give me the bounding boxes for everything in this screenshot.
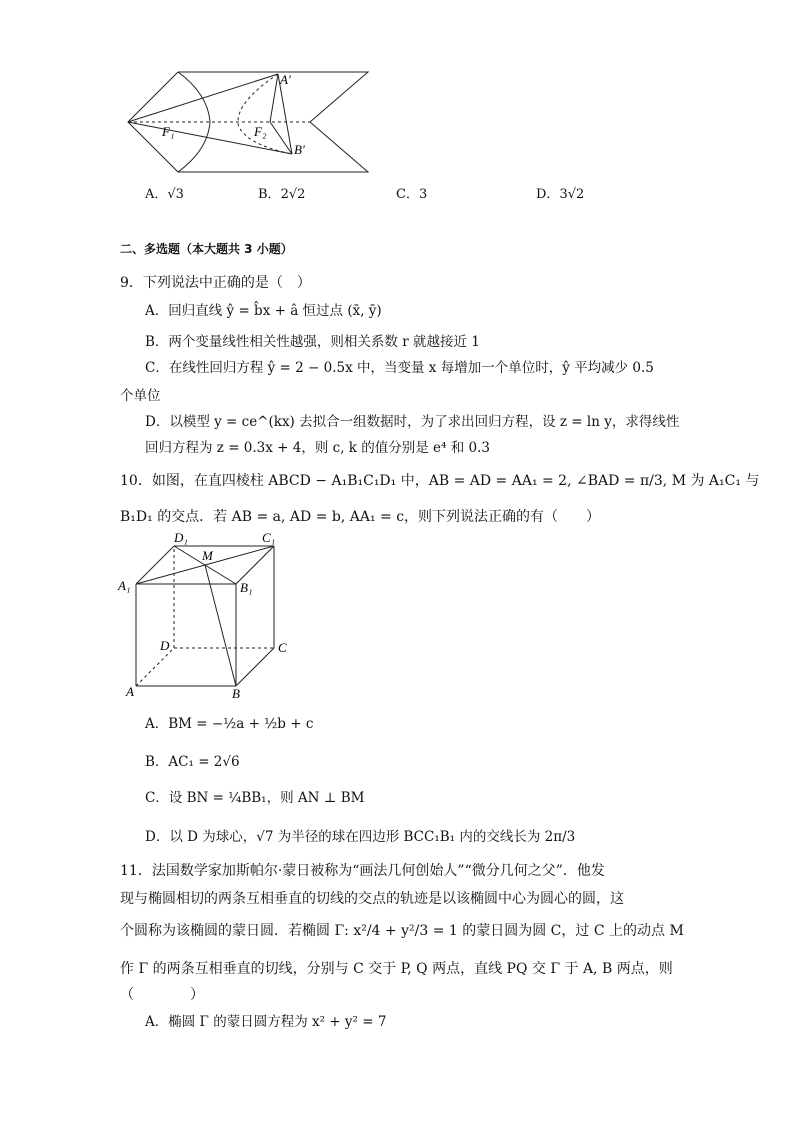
- q11-line4: 作 Γ 的两条互相垂直的切线，分别与 C 交于 P, Q 两点，直线 PQ 交 Γ 于 A, B 两点，则: [120, 961, 673, 977]
- label-a: A: [126, 684, 134, 699]
- q10-option-d: D．以 D 为球心，√7 为半径的球在四边形 BCC₁B₁ 内的交线长为 2π/3: [145, 829, 576, 845]
- q10-stem-line1: 10．如图，在直四棱柱 ABCD − A₁B₁C₁D₁ 中，AB = AD = AA₁ = 2, ∠BAD = π/3, M 为 A₁C₁ 与: [120, 473, 760, 489]
- option-text: 3: [418, 187, 428, 202]
- section-title: 二、多选题（本大题共 3 小题）: [120, 242, 293, 256]
- q10-option-c: C．设 BN = ¼BB₁，则 AN ⊥ BM: [145, 790, 365, 806]
- q10-option-a: A．BM = −½a + ½b + c: [145, 716, 314, 732]
- q10-option-b: B．AC₁ = 2√6: [145, 754, 240, 770]
- q9-option-b: B．两个变量线性相关性越强，则相关系数 r 就越接近 1: [145, 334, 480, 350]
- q11-line2: 现与椭圆相切的两条互相垂直的切线的交点的轨迹是以该椭圆中心为圆心的圆，这: [120, 891, 624, 907]
- label-f2: F₂: [254, 124, 267, 139]
- q9-stem: 9．下列说法中正确的是（ ）: [120, 275, 311, 291]
- option-key: C．: [396, 187, 419, 202]
- option-key: B．: [258, 187, 281, 202]
- option-key: A．: [145, 187, 168, 202]
- q9-option-d-line1: D．以模型 y = ce^(kx) 去拟合一组数据时，为了求出回归方程，设 z = ln y，求得线性: [145, 414, 680, 430]
- q11-line5: （ ）: [120, 987, 204, 1003]
- q8-option-c: [396, 183, 427, 202]
- option-text: √3: [167, 187, 184, 202]
- q8-option-b: [258, 183, 305, 202]
- option-text: 3√2: [559, 187, 585, 202]
- label-f1: F₁: [162, 124, 175, 139]
- q9-option-c-line1: C．在线性回归方程 ŷ = 2 − 0.5x 中，当变量 x 每增加一个单位时，ŷ 平均减少 0.5: [145, 360, 654, 376]
- label-d: D: [160, 638, 170, 653]
- q9-option-c-line2: 个单位: [120, 388, 161, 404]
- label-b-prime: B′: [294, 142, 305, 157]
- label-m: M: [202, 548, 213, 563]
- q11-option-a: A．椭圆 Γ 的蒙日圆方程为 x² + y² = 7: [145, 1014, 387, 1030]
- q9-option-a: A．回归直线 ŷ = b̂x + â 恒过点 (x̄, ȳ): [145, 303, 382, 319]
- option-text: 2√2: [280, 187, 306, 202]
- label-c: C: [278, 640, 287, 655]
- q11-line3: 个圆称为该椭圆的蒙日圆．若椭圆 Γ: x²/4 + y²/3 = 1 的蒙日圆为圆 C，过 C 上的动点 M: [120, 923, 684, 939]
- label-a1: A₁: [118, 578, 131, 593]
- prism-figure: [116, 528, 306, 700]
- label-c1: C₁: [262, 530, 276, 545]
- q8-option-d: [536, 183, 584, 202]
- label-b: B: [232, 686, 240, 700]
- label-d1: D₁: [174, 530, 188, 545]
- label-a-prime: A′: [280, 72, 291, 87]
- option-key: D．: [536, 187, 560, 202]
- label-b1: B₁: [240, 580, 253, 595]
- q10-stem-line2: B₁D₁ 的交点．若 AB = a, AD = b, AA₁ = c，则下列说法正确的有（ ）: [120, 509, 601, 525]
- q8-option-a: [145, 183, 184, 202]
- folding-figure: [120, 62, 380, 182]
- q11-line1: 11．法国数学家加斯帕尔·蒙日被称为“画法几何创始人”“微分几何之父”．他发: [120, 863, 605, 879]
- q9-option-d-line2: 回归方程为 z = 0.3x + 4，则 c, k 的值分别是 e⁴ 和 0.3: [145, 440, 491, 456]
